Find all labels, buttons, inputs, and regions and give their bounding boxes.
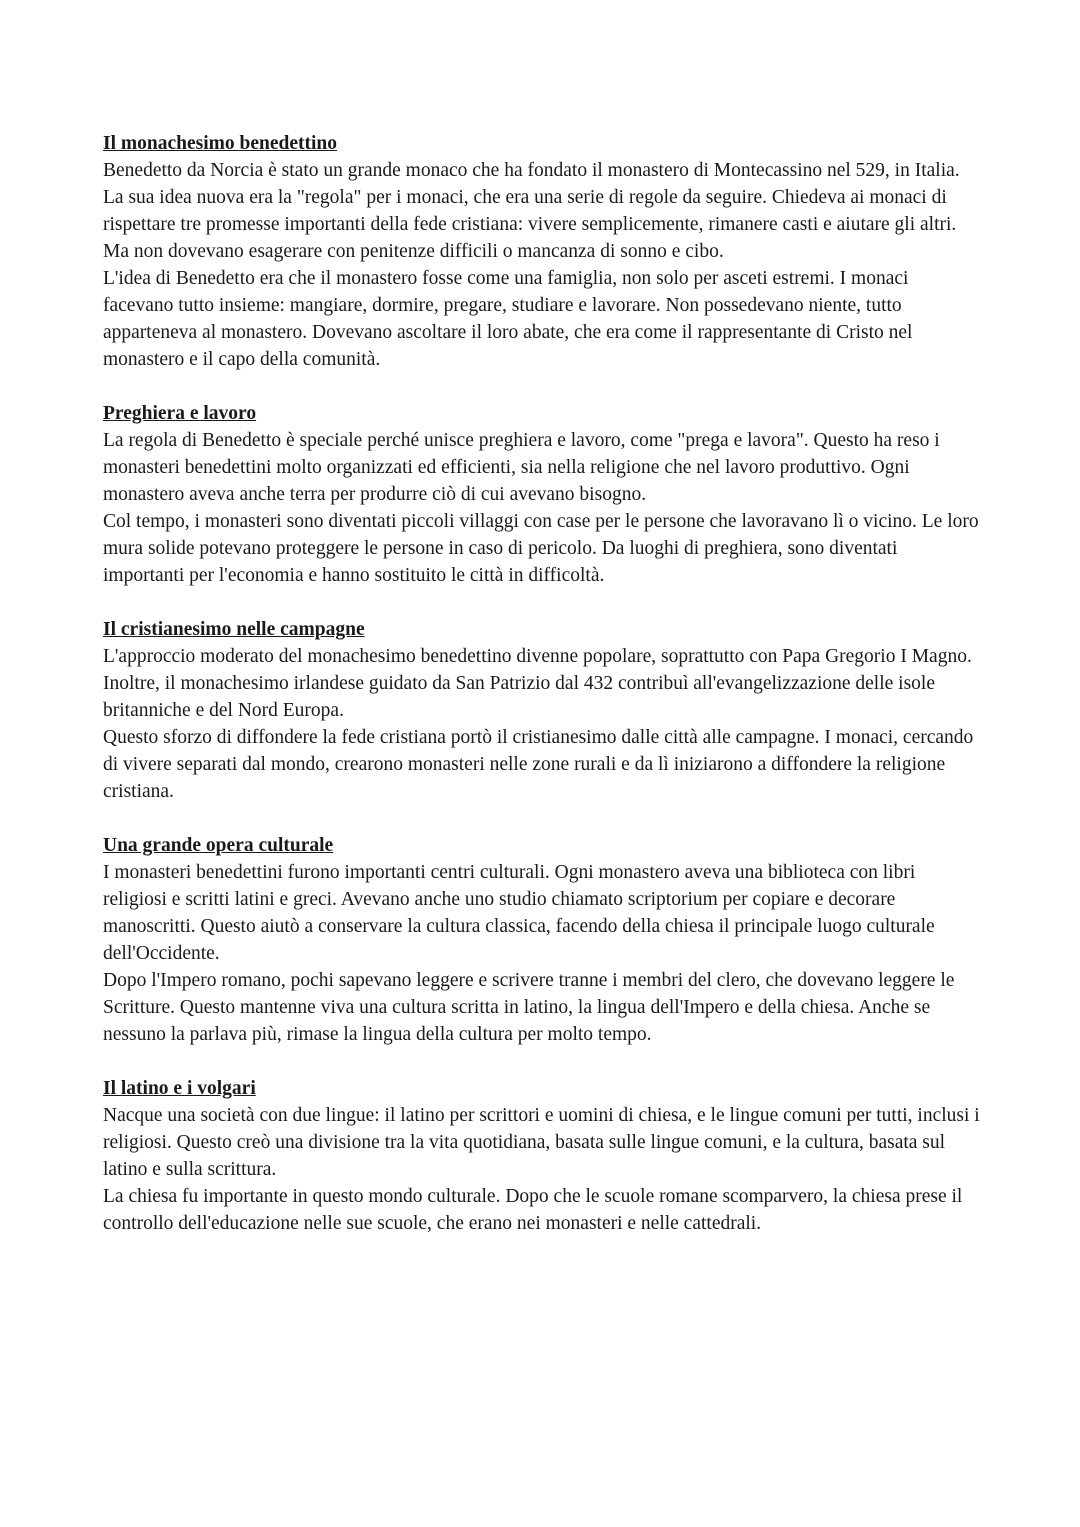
paragraph: La chiesa fu importante in questo mondo culturale. Dopo che le scuole romane scomparvero, la chiesa prese il controllo dell'educazione nelle sue scuole, che erano nei monasteri e nelle cattedrali. [103, 1186, 963, 1234]
paragraph: La sua idea nuova era la "regola" per i monaci, che era una serie di regole da seguire. Chiedeva ai monaci di rispettare tre promesse importanti della fede cristiana: vivere semplicemente, rimanere casti e aiutare gli altri. Ma non dovevano esagerare con penitenze difficili o mancanza di sonno e cibo. [103, 187, 957, 262]
paragraph: La regola di Benedetto è speciale perché unisce preghiera e lavoro, come "prega e lavora". Questo ha reso i monasteri benedettini molto organizzati ed efficienti, sia nella religione che nel lavoro produttivo. Ogni monastero aveva anche terra per produrre ciò di cui avevano bisogno. [103, 430, 940, 505]
paragraph: Nacque una società con due lingue: il latino per scrittori e uomini di chiesa, e le lingue comuni per tutti, inclusi i religiosi. Questo creò una divisione tra la vita quotidiana, basata sulle lingue comuni, e la cultura, basata sul latino e sulla scrittura. [103, 1105, 980, 1180]
paragraph: L'idea di Benedetto era che il monastero fosse come una famiglia, non solo per asceti estremi. I monaci facevano tutto insieme: mangiare, dormire, pregare, studiare e lavorare. Non possedevano niente, tutto apparteneva al monastero. Dovevano ascoltare il loro abate, che era come il rappresentante di Cristo nel monastero e il capo della comunità. [103, 268, 913, 370]
section-heading: Una grande opera culturale [103, 835, 334, 856]
paragraph: I monasteri benedettini furono importanti centri culturali. Ogni monastero aveva una biblioteca con libri religiosi e scritti latini e greci. Avevano anche uno studio chiamato scriptorium per copiare e decorare manoscritti. Questo aiutò a conservare la cultura classica, facendo della chiesa il principale luogo culturale dell'Occidente. [103, 862, 935, 964]
section-latino-volgari [103, 1075, 983, 1237]
paragraph: Questo sforzo di diffondere la fede cristiana portò il cristianesimo dalle città alle campagne. I monaci, cercando di vivere separati dal mondo, crearono monasteri nelle zone rurali e da lì iniziarono a diffondere la religione cristiana. [103, 727, 974, 802]
section-monachesimo-benedettino [103, 130, 983, 373]
paragraph: L'approccio moderato del monachesimo benedettino divenne popolare, soprattutto con Papa Gregorio I Magno. Inoltre, il monachesimo irlandese guidato da San Patrizio dal 432 contribuì all'evangelizzazione delle isole britanniche e del Nord Europa. [103, 646, 972, 721]
section-preghiera-e-lavoro [103, 400, 983, 589]
section-opera-culturale [103, 832, 983, 1048]
section-heading: Il monachesimo benedettino [103, 133, 337, 154]
document-page [103, 130, 983, 1264]
section-cristianesimo-campagne [103, 616, 983, 805]
section-heading: Preghiera e lavoro [103, 403, 257, 424]
paragraph: Col tempo, i monasteri sono diventati piccoli villaggi con case per le persone che lavoravano lì o vicino. Le loro mura solide potevano proteggere le persone in caso di pericolo. Da luoghi di preghiera, sono diventati importanti per l'economia e hanno sostituito le città in difficoltà. [103, 511, 979, 586]
section-heading: Il latino e i volgari [103, 1078, 256, 1099]
section-heading: Il cristianesimo nelle campagne [103, 619, 365, 640]
paragraph: Dopo l'Impero romano, pochi sapevano leggere e scrivere tranne i membri del clero, che dovevano leggere le Scritture. Questo mantenne viva una cultura scritta in latino, la lingua dell'Impero e della chiesa. Anche se nessuno la parlava più, rimase la lingua della cultura per molto tempo. [103, 970, 955, 1045]
paragraph: Benedetto da Norcia è stato un grande monaco che ha fondato il monastero di Montecassino nel 529, in Italia. [103, 160, 960, 181]
